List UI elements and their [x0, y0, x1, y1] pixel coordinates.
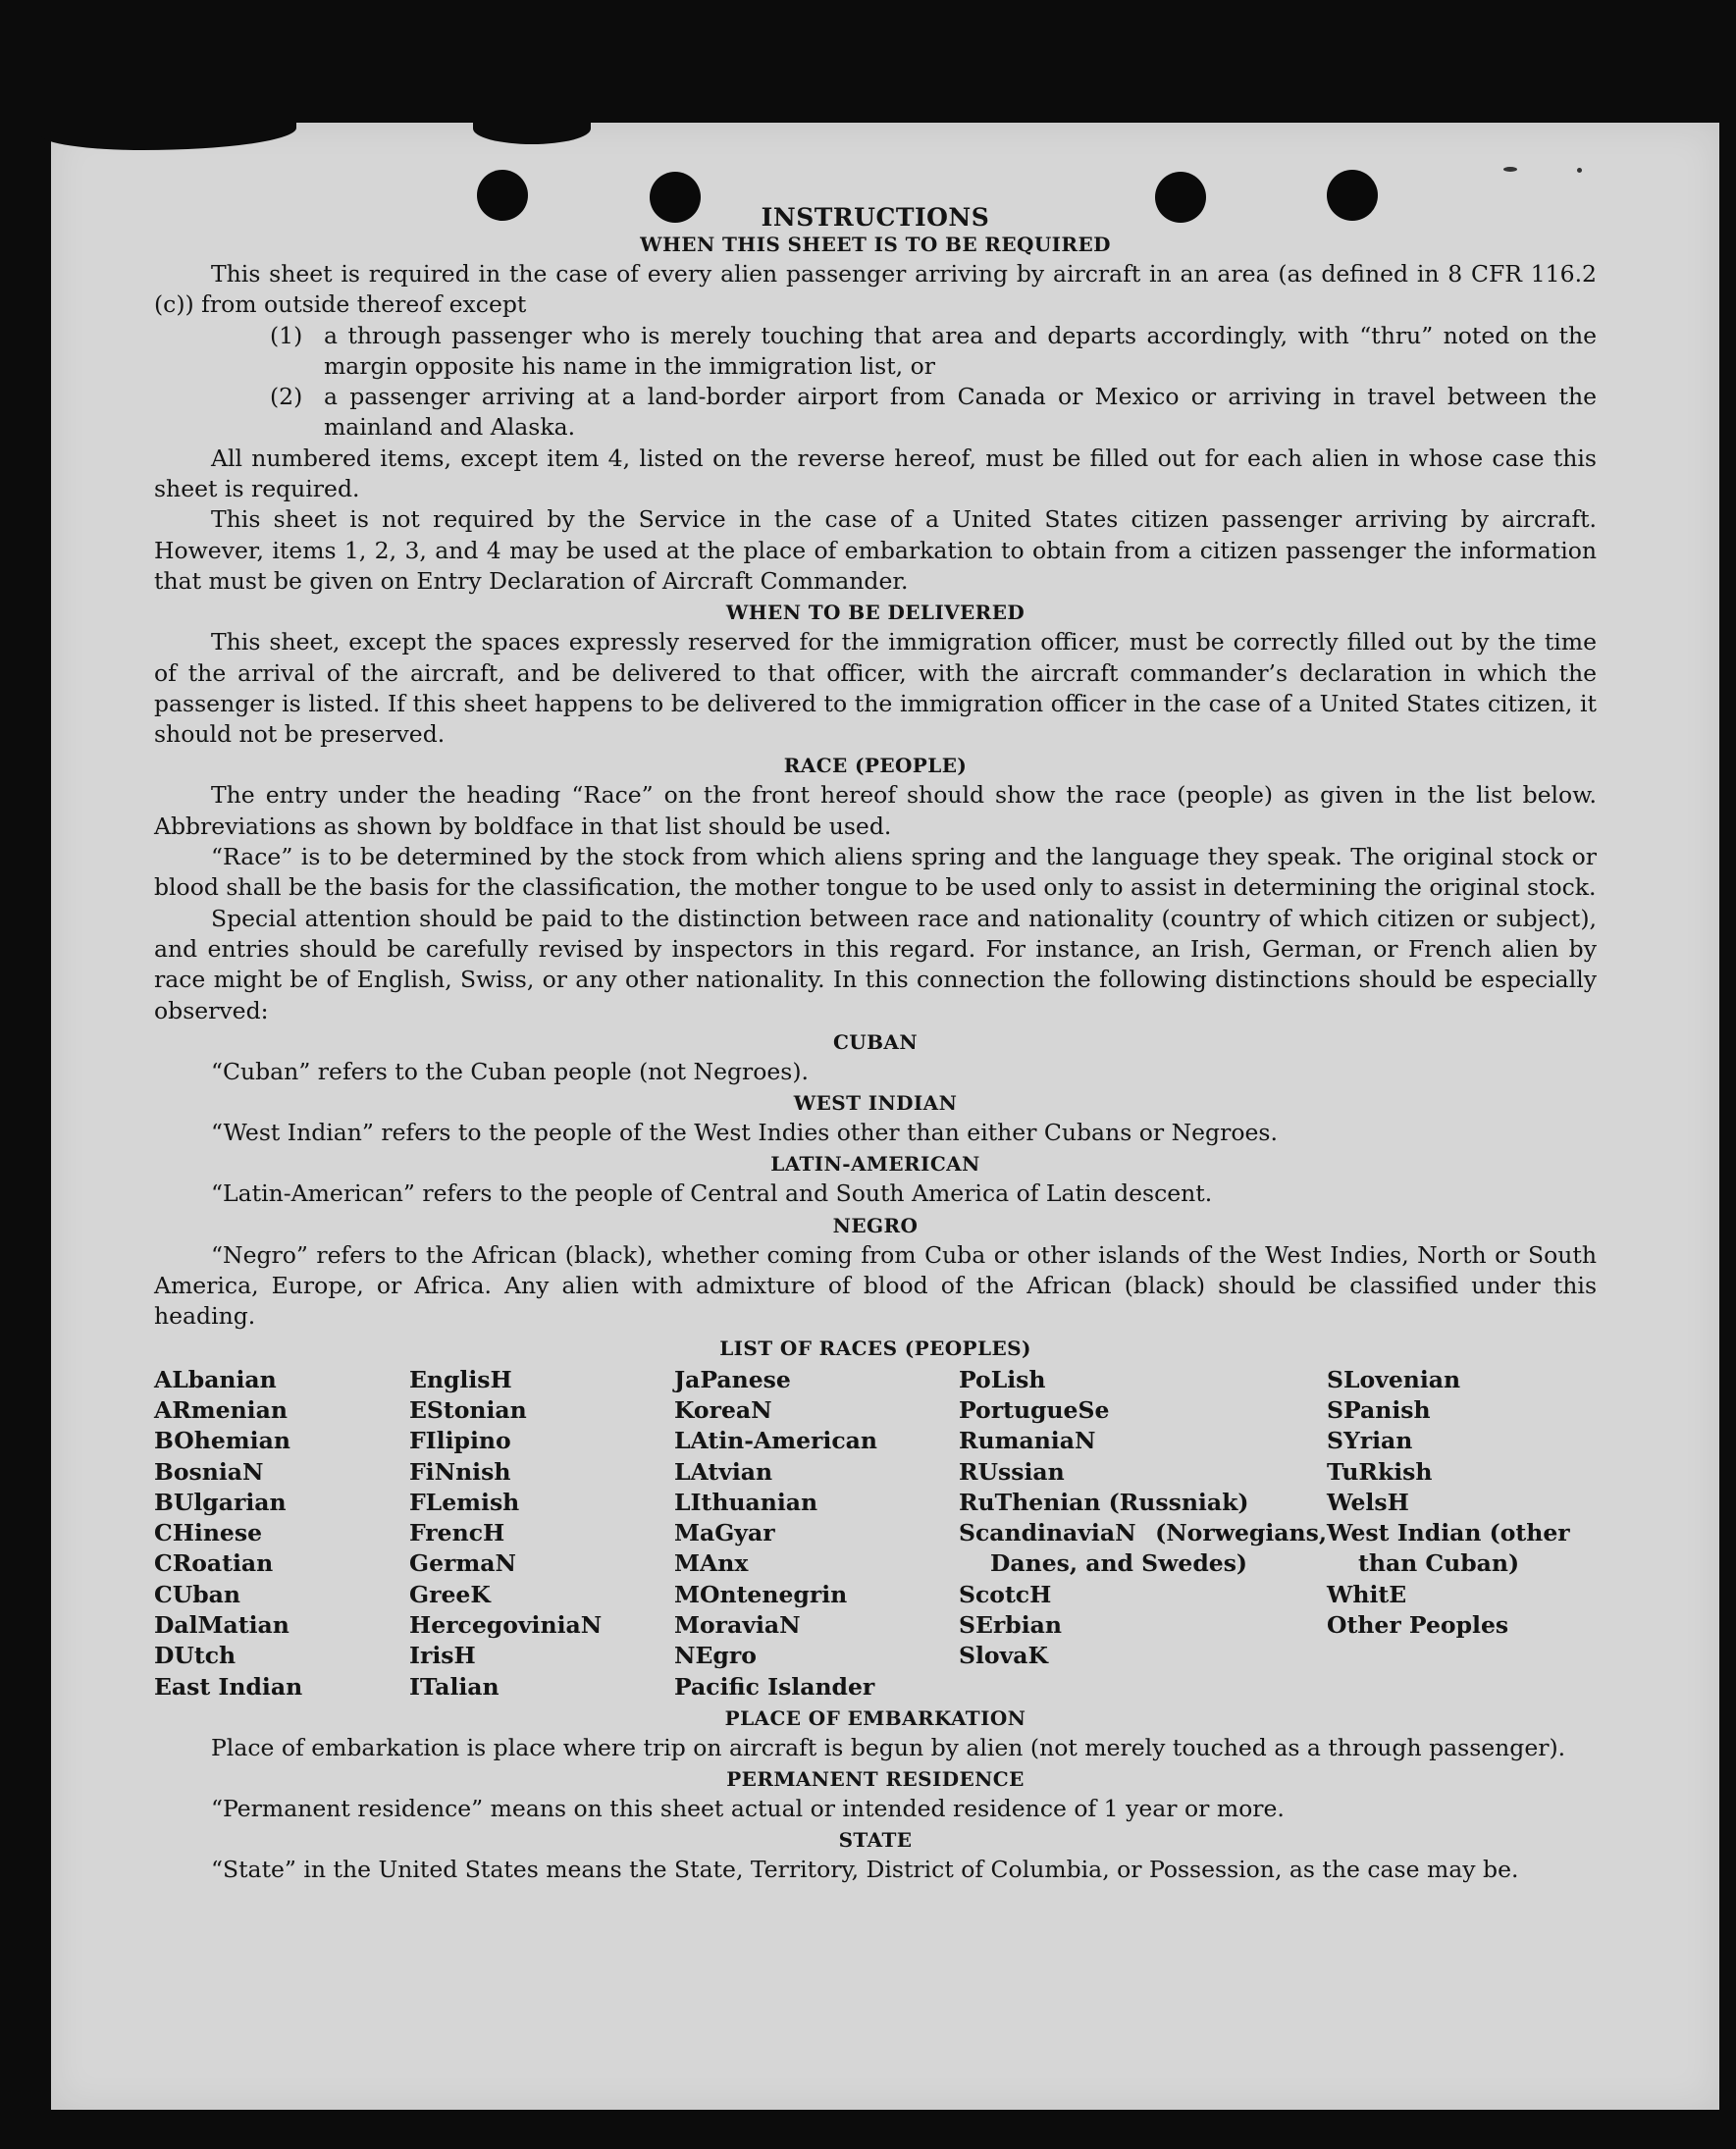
race-entry: HercegoviniaN	[409, 1610, 603, 1639]
paragraph: “State” in the United States means the State, Territory, District of Columbia, or Possession, as the case may be.	[211, 1856, 1519, 1884]
race-entry: MAnx	[674, 1549, 749, 1578]
race-entry: MaGyar	[674, 1519, 775, 1547]
paragraph: This sheet is not required by the Service in the case of a United States citizen passenger arriving by aircraft. However, items 1, 2, 3, and 4 may be used at the place of embarkation to obtain from a citizen passenger the information that must be given on Entry Declaration of Aircraft Commander.	[154, 505, 1597, 595]
race-entry: ALbanian	[154, 1365, 277, 1393]
race-entry: EnglisH	[409, 1365, 512, 1393]
race-entry: ScandinaviaN (Norwegians, Danes, and Swedes)	[959, 1519, 1327, 1578]
enumerated-item	[154, 321, 1597, 383]
paragraph: Place of embarkation is place where trip on aircraft is begun by alien (not merely touched as a through passenger).	[211, 1733, 1566, 1761]
speck	[1577, 168, 1582, 173]
race-entry: West Indian (other than Cuban)	[1327, 1519, 1570, 1578]
race-entry: CRoatian	[154, 1549, 274, 1578]
torn-edge	[41, 113, 296, 150]
paragraph: This sheet, except the spaces expressly reserved for the immigration officer, must be correctly filled out by the time of the arrival of the aircraft, and be delivered to that officer, with the aircraft commander’s declaration in which the passenger is listed. If this sheet happens to be delivered to the immigration officer in the case of a United States citizen, it should not be preserved.	[154, 628, 1597, 749]
section-heading: WHEN THIS SHEET IS TO BE REQUIRED	[640, 233, 1111, 256]
race-entry: BosniaN	[154, 1457, 264, 1486]
race-entry: PortugueSe	[959, 1395, 1110, 1424]
paragraph: “West Indian” refers to the people of the West Indies other than either Cubans or Negroes.	[211, 1119, 1278, 1147]
page-title: INSTRUCTIONS	[761, 203, 990, 232]
race-entry: KoreaN	[674, 1395, 772, 1424]
paragraph: All numbered items, except item 4, listed on the reverse hereof, must be filled out for each alien in whose case this sheet is required.	[154, 444, 1597, 503]
race-entry: RumaniaN	[959, 1427, 1096, 1455]
paragraph: Special attention should be paid to the distinction between race and nationality (country of which citizen or subject), and entries should be carefully revised by inspectors in this regard. For instance, an Irish, German, or French alien by race might be of English, Swiss, or any other nationality. In this connection the following distinctions should be especially observed:	[154, 904, 1597, 1024]
paragraph: “Latin-American” refers to the people of Central and South America of Latin descent.	[211, 1179, 1213, 1208]
race-entry: DalMatian	[154, 1610, 289, 1639]
race-entry: SPanish	[1327, 1395, 1431, 1424]
paragraph: “Cuban” refers to the Cuban people (not Negroes).	[211, 1057, 810, 1085]
torn-edge	[473, 113, 591, 144]
item-number: (2)	[270, 383, 303, 411]
paragraph: “Negro” refers to the African (black), whether coming from Cuba or other islands of the West Indies, North or South America, Europe, or Africa. Any alien with admixture of blood of the African (black) should be classified under this heading.	[154, 1240, 1597, 1331]
race-entry: SYrian	[1327, 1427, 1413, 1455]
race-entry: LAtin-American	[674, 1427, 877, 1455]
race-entry: PoLish	[959, 1365, 1046, 1393]
race-entry: FLemish	[409, 1488, 520, 1516]
section-heading: PLACE OF EMBARKATION	[724, 1705, 1026, 1730]
paragraph: This sheet is required in the case of every alien passenger arriving by aircraft in an area (as defined in 8 CFR 116.2 (c)) from outside thereof except	[154, 260, 1597, 319]
paragraph: “Race” is to be determined by the stock from which aliens spring and the language they speak. The original stock or blood shall be the basis for the classification, the mother tongue to be used only to assist in determining the original stock.	[154, 843, 1597, 902]
race-entry: FIlipino	[409, 1427, 511, 1455]
races-column	[959, 1365, 1327, 1703]
race-entry: TuRkish	[1327, 1457, 1433, 1486]
section-heading: LATIN-AMERICAN	[770, 1152, 980, 1177]
section-heading: LIST OF RACES (PEOPLES)	[719, 1336, 1031, 1360]
race-entry: CUban	[154, 1580, 240, 1608]
item-number: (1)	[270, 321, 303, 349]
section-heading: STATE	[838, 1828, 913, 1853]
race-entry: MOntenegrin	[674, 1580, 848, 1608]
section-heading: WHEN TO BE DELIVERED	[725, 601, 1026, 625]
race-entry: SlovaK	[959, 1642, 1048, 1670]
races-column	[674, 1365, 959, 1703]
race-entry: FrencH	[409, 1519, 505, 1547]
instructions-content	[154, 201, 1597, 1886]
race-entry: GreeK	[409, 1580, 491, 1608]
races-column	[1327, 1365, 1597, 1703]
paragraph: “Permanent residence” means on this sheet actual or intended residence of 1 year or more.	[211, 1795, 1285, 1823]
race-entry: RuThenian (Russniak)	[959, 1488, 1249, 1516]
race-entry: SErbian	[959, 1610, 1062, 1639]
races-list	[154, 1365, 1597, 1703]
race-entry: ScotcH	[959, 1580, 1052, 1608]
race-entry: Other Peoples	[1327, 1610, 1509, 1639]
race-entry: NEgro	[674, 1642, 757, 1670]
section-heading: PERMANENT RESIDENCE	[726, 1767, 1025, 1792]
race-entry: LIthuanian	[674, 1488, 818, 1516]
race-entry: WhitE	[1327, 1580, 1407, 1608]
race-entry: BOhemian	[154, 1427, 290, 1455]
item-text: a passenger arriving at a land-border airport from Canada or Mexico or arriving in travel between the mainland and Alaska.	[324, 383, 1597, 442]
race-entry: DUtch	[154, 1642, 237, 1670]
race-entry: Pacific Islander	[674, 1672, 875, 1701]
race-entry: CHinese	[154, 1519, 263, 1547]
section-heading: NEGRO	[832, 1213, 919, 1237]
race-entry: WelsH	[1327, 1488, 1409, 1516]
speck	[1503, 167, 1517, 172]
race-entry: BUlgarian	[154, 1488, 287, 1516]
item-text: a through passenger who is merely touching that area and departs accordingly, with “thru” noted on the margin opposite his name in the immigration list, or	[324, 321, 1597, 380]
race-entry: LAtvian	[674, 1457, 773, 1486]
races-column	[154, 1365, 409, 1703]
race-entry: FiNnish	[409, 1457, 511, 1486]
race-entry: JaPanese	[674, 1365, 791, 1393]
race-entry: ITalian	[409, 1672, 500, 1701]
paragraph: The entry under the heading “Race” on the front hereof should show the race (people) as given in the list below. Abbreviations as shown by boldface in that list should be used.	[154, 781, 1597, 840]
race-entry: IrisH	[409, 1642, 476, 1670]
race-entry: SLovenian	[1327, 1365, 1461, 1393]
races-column	[409, 1365, 674, 1703]
section-heading: WEST INDIAN	[793, 1091, 958, 1116]
section-heading: RACE (PEOPLE)	[783, 754, 968, 778]
race-entry: East Indian	[154, 1672, 303, 1701]
race-entry: RUssian	[959, 1457, 1065, 1486]
race-entry: EStonian	[409, 1395, 527, 1424]
race-entry: GermaN	[409, 1549, 516, 1578]
race-entry: ARmenian	[154, 1395, 288, 1424]
section-heading: CUBAN	[832, 1029, 919, 1054]
enumerated-item	[154, 382, 1597, 444]
race-entry: MoraviaN	[674, 1610, 801, 1639]
